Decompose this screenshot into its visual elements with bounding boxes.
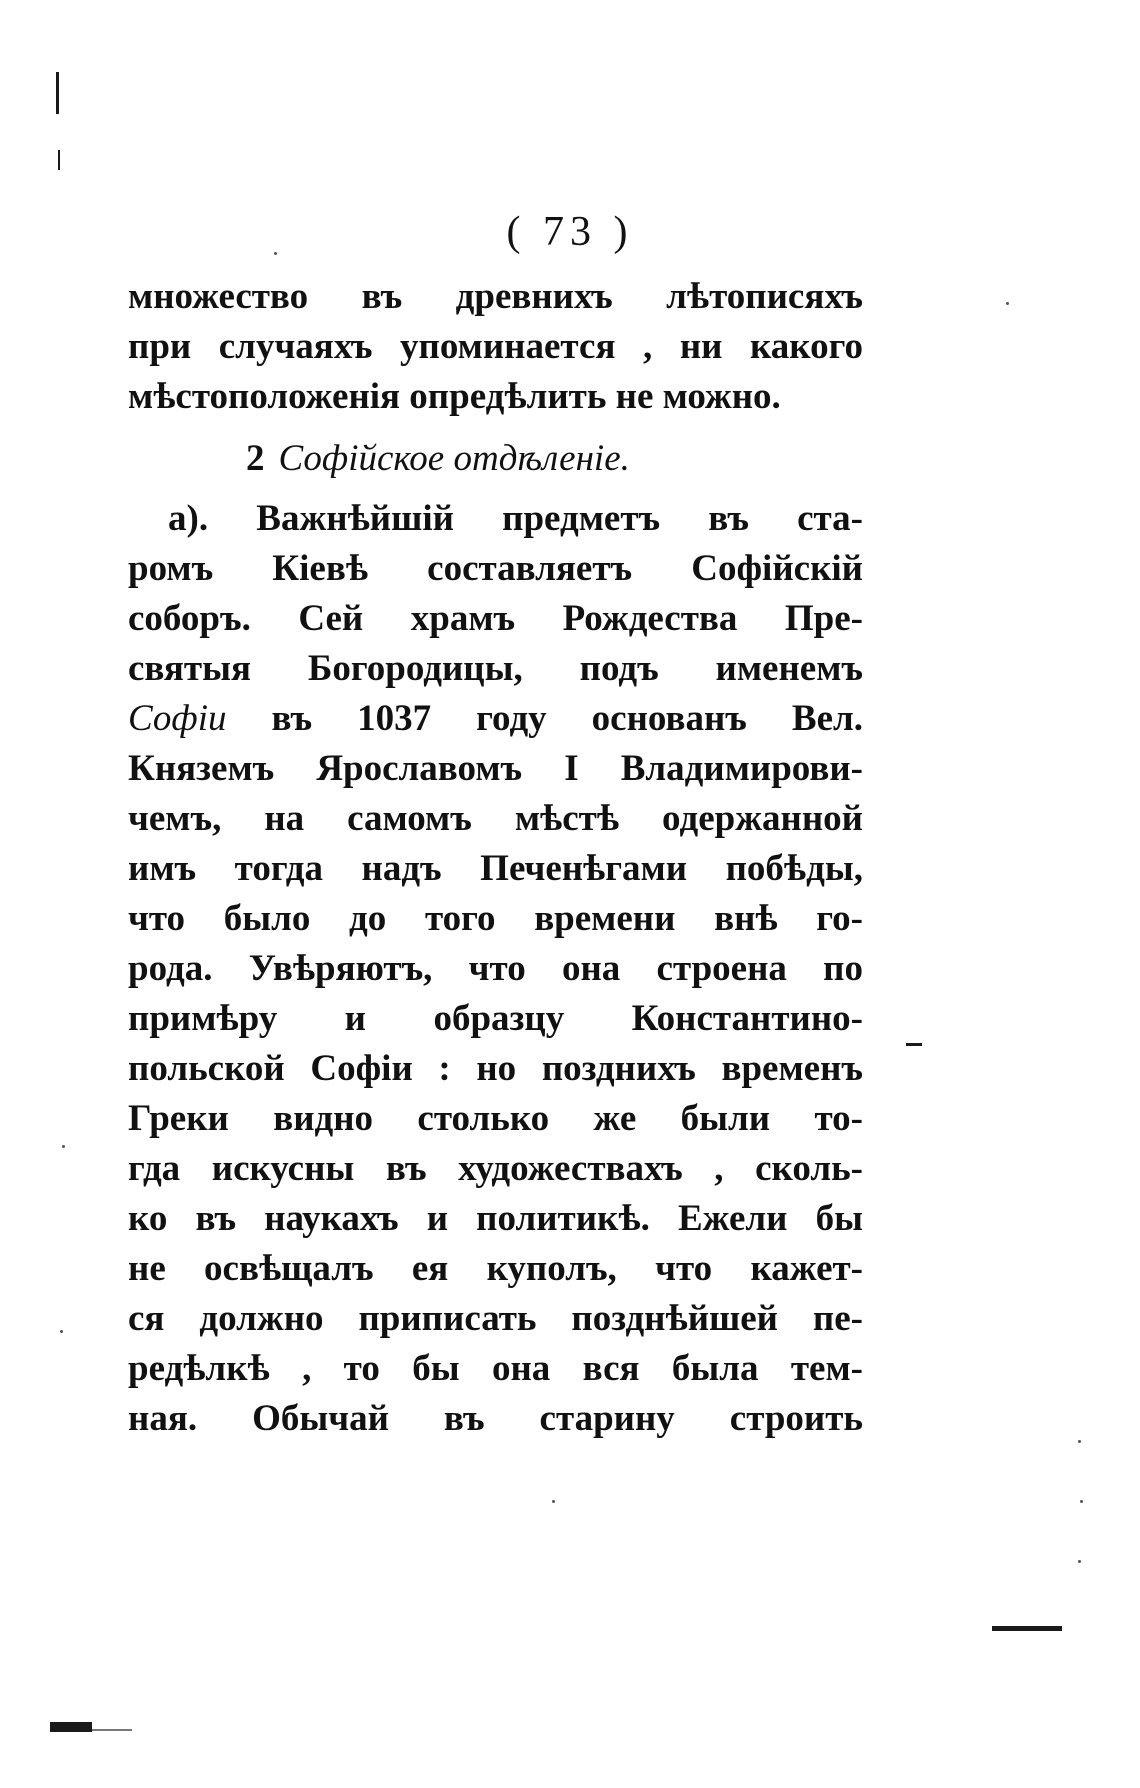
text-line: имъ тогда надъ Печенѣгами побѣды, xyxy=(128,848,863,889)
text-line: редѣлкѣ , то бы она вся была тем- xyxy=(128,1348,863,1389)
text-line: Греки видно столько же были то- xyxy=(128,1098,863,1139)
text-line: не освѣщалъ ея куполъ, что кажет- xyxy=(128,1248,863,1289)
scan-dot xyxy=(1078,1440,1081,1443)
text-line: множество въ древнихъ лѣтописяхъ xyxy=(128,276,863,317)
text-line: при случаяхъ упоминается , ни какого xyxy=(128,326,863,367)
page-number: ( 73 ) xyxy=(506,209,634,255)
scan-dot xyxy=(62,1145,65,1148)
section-heading xyxy=(128,430,863,488)
section-title: Софійское отдѣленіе. xyxy=(278,438,630,479)
scan-artifact-right-dash xyxy=(906,1043,922,1046)
text-line: ко въ наукахъ и политикѣ. Ежели бы xyxy=(128,1198,863,1239)
scan-dot xyxy=(60,1330,63,1333)
scan-artifact-right xyxy=(992,1626,1062,1631)
scan-dot xyxy=(552,1500,555,1503)
text-line: ная. Обычай въ старину строить xyxy=(128,1398,863,1439)
text-block xyxy=(128,272,863,1444)
text-line: а). Важнѣйшій предметъ въ ста- xyxy=(168,498,863,539)
scan-dot xyxy=(1080,1500,1083,1503)
scan-dot xyxy=(1006,302,1009,305)
text-line: мѣстоположенія опредѣлить не можно. xyxy=(128,376,781,417)
text-line: примѣру и образцу Константино- xyxy=(128,998,863,1039)
text-line: ромъ Кіевѣ составляетъ Софійскій xyxy=(128,548,863,589)
italic-word: Софіи xyxy=(128,698,227,739)
text-line: святыя Богородицы, подъ именемъ xyxy=(128,648,863,689)
scan-artifact-left-mid xyxy=(58,150,60,170)
scan-artifact-bottom-left xyxy=(50,1722,92,1732)
text-line: чемъ, на самомъ мѣстѣ одержанной xyxy=(128,798,863,839)
text-line: ся должно приписать позднѣйшей пе- xyxy=(128,1298,863,1339)
text-line: Княземъ Ярославомъ I Владимирови- xyxy=(128,748,863,789)
text-line: польской Софіи : но позднихъ временъ xyxy=(128,1048,863,1089)
scan-artifact-left-top xyxy=(56,72,59,114)
text-line: гда искусны въ художествахъ , сколь- xyxy=(128,1148,863,1189)
scan-artifact-bottom-left-trail xyxy=(92,1729,132,1731)
text-line: что было до того времени внѣ го- xyxy=(128,898,863,939)
text-line: рода. Увѣряютъ, что она строена по xyxy=(128,948,863,989)
text-line: соборъ. Сей храмъ Рождества Пре- xyxy=(128,598,863,639)
text-line: Софіи въ 1037 году основанъ Вел. xyxy=(128,698,863,739)
section-number: 2 xyxy=(246,438,265,479)
scan-dot xyxy=(1078,1560,1081,1563)
